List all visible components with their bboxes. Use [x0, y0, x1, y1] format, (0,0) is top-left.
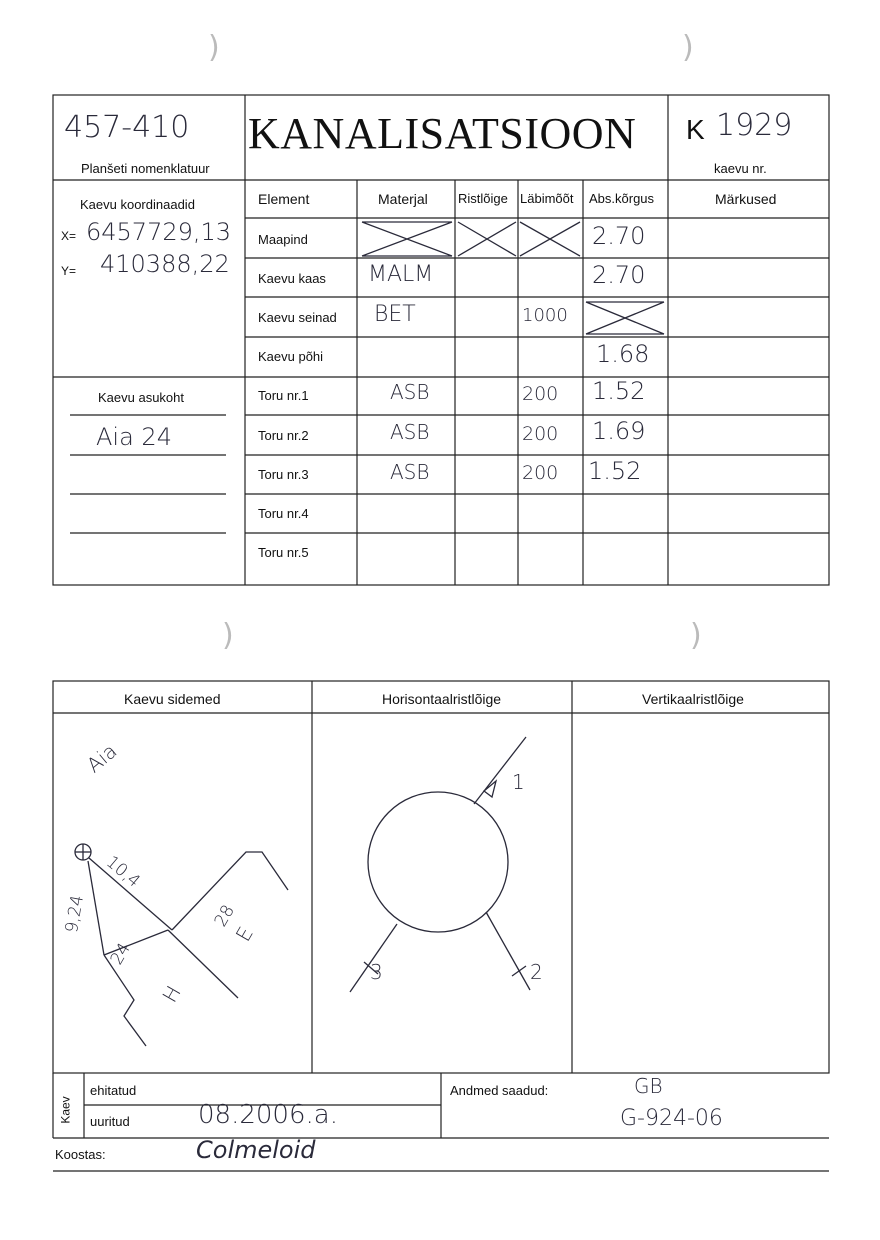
nomenclature-label: Planšeti nomenklatuur	[81, 161, 210, 176]
punch-hole-mark: )	[208, 30, 220, 65]
surveyed-value: 08.2006.a.	[198, 1100, 338, 1130]
row-material: ASB	[390, 380, 430, 404]
row-element: Maapind	[258, 232, 308, 247]
dim-top: 10,4	[102, 852, 144, 892]
punch-hole-mark: )	[222, 618, 234, 653]
vertical-section-label: Vertikaalristlõige	[642, 691, 744, 707]
pipe-1-label: 1	[512, 770, 525, 794]
row-element: Toru nr.2	[258, 428, 309, 443]
dim-left: 9,24	[61, 893, 89, 935]
well-number-label: kaevu nr.	[714, 161, 767, 176]
row-element: Toru nr.5	[258, 545, 309, 560]
row-abs-height: 1.69	[592, 417, 646, 445]
col-header-diameter: Läbimõõt	[520, 191, 574, 206]
location-value: Aia 24	[96, 423, 172, 451]
row-element: Toru nr.3	[258, 467, 309, 482]
well-number: 1929	[716, 108, 793, 143]
sketch-box-border	[53, 681, 829, 1073]
row-material: ASB	[390, 420, 430, 444]
pipe-3-label: 3	[370, 960, 383, 984]
row-diameter: 1000	[522, 305, 568, 326]
punch-hole-mark: )	[690, 618, 702, 653]
col-header-element: Element	[258, 191, 310, 207]
row-element: Toru nr.1	[258, 388, 309, 403]
compiled-label: Koostas:	[55, 1147, 106, 1162]
row-material: BET	[374, 302, 416, 327]
house-e-number: 28	[210, 901, 239, 931]
col-header-notes: Märkused	[715, 191, 777, 207]
well-prefix: K	[686, 114, 705, 145]
well-ties-sketch	[75, 844, 288, 1046]
row-element: Kaevu kaas	[258, 271, 326, 286]
horizontal-section-label: Horisontaalristlõige	[382, 691, 502, 707]
well-side-label: Kaev	[58, 1096, 73, 1124]
location-label: Kaevu asukoht	[98, 390, 185, 405]
row-element: Kaevu seinad	[258, 310, 337, 325]
row-abs-height: 2.70	[592, 261, 646, 289]
row-diameter: 200	[522, 462, 559, 484]
row-material: MALM	[368, 262, 434, 287]
built-label: ehitatud	[90, 1083, 137, 1098]
col-header-cross-section: Ristlõige	[458, 191, 508, 206]
form-title: KANALISATSIOON	[248, 109, 637, 158]
coordinates-label: Kaevu koordinaadid	[80, 197, 195, 212]
nomenclature-value: 457-410	[64, 110, 190, 145]
compiled-signature: Colmeloid	[196, 1136, 316, 1164]
y-prefix: Y=	[61, 264, 77, 278]
x-prefix: X=	[61, 229, 77, 243]
row-material: ASB	[390, 460, 430, 484]
col-header-abs-height: Abs.kõrgus	[589, 191, 655, 206]
row-element: Kaevu põhi	[258, 349, 324, 364]
col-header-material: Materjal	[378, 191, 428, 207]
row-element: Toru nr.4	[258, 506, 309, 521]
x-coordinate-value: 6457729,13	[86, 218, 232, 246]
surveyed-label: uuritud	[90, 1114, 130, 1129]
data-received-value-2: G-924-06	[620, 1106, 723, 1131]
y-coordinate-value: 410388,22	[100, 250, 230, 278]
data-received-value-1: GB	[634, 1074, 663, 1098]
punch-hole-mark: )	[682, 30, 694, 65]
dim-mid: 24	[106, 939, 135, 969]
house-h-letter: H	[157, 981, 186, 1007]
horizontal-section-sketch	[350, 737, 530, 992]
row-abs-height: 2.70	[592, 222, 646, 250]
house-e-letter: E	[230, 922, 258, 946]
data-received-label: Andmed saadud:	[450, 1083, 549, 1098]
row-abs-height: 1.68	[596, 340, 650, 368]
row-diameter: 200	[522, 423, 559, 445]
row-abs-height: 1.52	[588, 457, 642, 485]
street-name: Aia	[81, 738, 122, 778]
row-diameter: 200	[522, 383, 559, 405]
pipe-2-label: 2	[530, 960, 543, 984]
row-abs-height: 1.52	[592, 377, 646, 405]
well-ties-label: Kaevu sidemed	[124, 691, 221, 707]
